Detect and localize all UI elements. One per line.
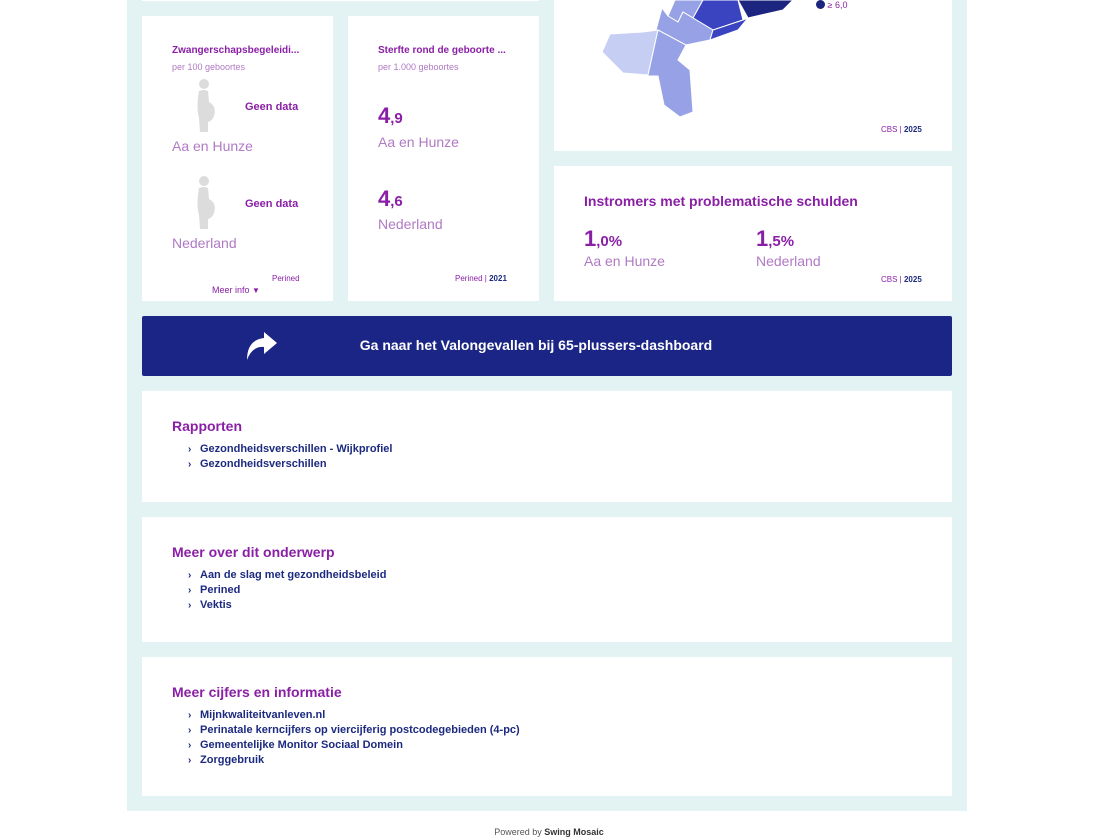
source-label: CBS | 2025 [881, 125, 922, 134]
stat-value: 4,9 [378, 103, 403, 128]
link-list [188, 708, 520, 768]
caret-down-icon: ▼ [252, 286, 260, 295]
card-title: Sterfte rond de geboorte ... [378, 45, 506, 56]
info-link[interactable]: › Perinatale kerncijfers op viercijferig postcodegebieden (4-pc) [188, 724, 520, 736]
report-link[interactable]: › Gezondheidsverschillen - Wijkprofiel [188, 443, 393, 455]
more-info-label: Meer info [212, 285, 250, 295]
place-label: Aa en Hunze [584, 253, 665, 269]
source-label: Perined | 2021 [455, 274, 507, 283]
section-title: Rapporten [172, 418, 242, 434]
source-label: Perined [272, 274, 300, 283]
info-link[interactable]: › Zorggebruik [188, 754, 265, 766]
chevron-right-icon: › [188, 444, 192, 455]
source-label: CBS | 2025 [881, 275, 922, 284]
chevron-right-icon: › [188, 600, 192, 611]
cta-label: Ga naar het Valongevallen bij 65-plussers-dashboard [359, 337, 713, 353]
place-label: Nederland [756, 253, 821, 269]
info-link[interactable]: › Gemeentelijke Monitor Sociaal Domein [188, 739, 403, 751]
pregnant-woman-icon [192, 78, 218, 134]
powered-by-footer: Powered by Swing Mosaic [494, 827, 604, 837]
map-card [554, 0, 952, 151]
more-info-toggle[interactable] [212, 285, 260, 295]
value-geen-data: Geen data [245, 101, 299, 113]
pregnant-woman-icon [192, 175, 218, 231]
chevron-right-icon: › [188, 755, 192, 766]
card-subtitle: per 100 geboortes [172, 62, 246, 72]
place-label: Aa en Hunze [172, 138, 253, 154]
place-label: Nederland [172, 235, 237, 251]
link-list [188, 442, 392, 472]
sterfte-card [348, 16, 539, 301]
chevron-right-icon: › [188, 585, 192, 596]
topic-link[interactable]: › Aan de slag met gezondheidsbeleid [188, 569, 387, 581]
link-list [188, 568, 386, 613]
value-geen-data: Geen data [245, 198, 299, 210]
rapporten-card [142, 391, 952, 502]
zwangerschap-card [142, 16, 333, 301]
section-title: Meer over dit onderwerp [172, 544, 335, 560]
report-link[interactable]: › Gezondheidsverschillen [188, 458, 327, 470]
section-title: Meer cijfers en informatie [172, 684, 342, 700]
map-legend-item: ≥ 6,0 [816, 0, 847, 10]
chevron-right-icon: › [188, 459, 192, 470]
info-link[interactable]: › Mijnkwaliteitvanleven.nl [188, 709, 326, 721]
topic-link[interactable]: › Perined [188, 584, 241, 596]
meer-over-card [142, 517, 952, 642]
meer-cijfers-card [142, 657, 952, 796]
card-top-stub [142, 0, 539, 1]
chevron-right-icon: › [188, 710, 192, 721]
schulden-card [554, 166, 952, 301]
topic-link[interactable]: › Vektis [188, 599, 232, 611]
place-label: Nederland [378, 216, 443, 232]
stat-value: 1,5% [756, 226, 795, 251]
legend-dot-icon [816, 0, 825, 9]
municipality-map [598, 0, 818, 120]
stat-value: 1,0% [584, 226, 623, 251]
chevron-right-icon: › [188, 570, 192, 581]
valongevallen-dashboard-button[interactable] [142, 316, 952, 376]
stat-value: 4,6 [378, 186, 403, 211]
chevron-right-icon: › [188, 740, 192, 751]
chevron-right-icon: › [188, 725, 192, 736]
card-subtitle: per 1.000 geboortes [378, 62, 459, 72]
card-title: Instromers met problematische schulden [584, 193, 858, 209]
place-label: Aa en Hunze [378, 134, 459, 150]
swing-mosaic-link[interactable]: Swing Mosaic [544, 827, 604, 837]
card-title: Zwangerschapsbegeleidi... [172, 45, 300, 56]
